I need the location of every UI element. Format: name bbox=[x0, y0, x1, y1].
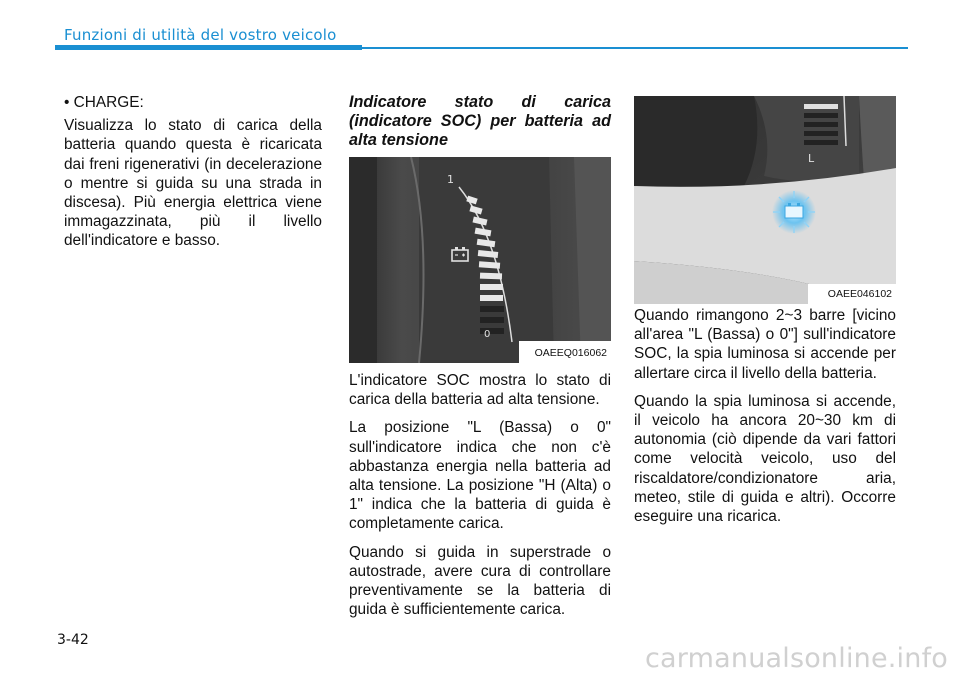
gauge-top-label: 1 bbox=[447, 173, 454, 186]
soc-paragraph-2: La posizione "L (Bassa) o 0" sull'indicatore indica che non c'è abbastanza energia nella batteria ad alta tensione. La posizione "H (Alta) o 1" indica che la batteria di guida è completamente carica. bbox=[349, 419, 611, 533]
column-2-body bbox=[349, 371, 611, 628]
page-number: 3-42 bbox=[57, 632, 89, 648]
soc-paragraph-1: L'indicatore SOC mostra lo stato di carica della batteria ad alta tensione. bbox=[349, 372, 611, 409]
figure-code-1: OAEEQ016062 bbox=[534, 347, 607, 359]
column-3-body bbox=[634, 306, 896, 535]
soc-gauge-figure bbox=[349, 157, 611, 363]
column-1 bbox=[64, 93, 322, 260]
column-2 bbox=[349, 93, 611, 159]
gauge-bottom-label: 0 bbox=[484, 329, 491, 340]
figure-code-2: OAEE046102 bbox=[827, 288, 892, 300]
header-rule-thick bbox=[55, 45, 362, 50]
warning-paragraph-2: Quando la spia luminosa si accende, il veicolo ha ancora 20~30 km di autonomia (ciò dipende da vari fattori come velocità veicolo, uso del riscaldatore/condizionatore aria, meteo, stile di guida e altri). Occorre eseguire una ricarica. bbox=[634, 392, 896, 526]
section-title: Funzioni di utilità del vostro veicolo bbox=[64, 26, 337, 44]
warning-paragraph-1: Quando rimangono 2~3 barre [vicino all'area "L (Bassa) o 0"] sull'indicatore SOC, la spia luminosa si accende per allertare circa il livello della batteria. bbox=[634, 307, 896, 382]
charge-bullet: • CHARGE: bbox=[64, 94, 144, 111]
watermark: carmanualsonline.info bbox=[645, 643, 948, 674]
soc-heading: Indicatore stato di carica (indicatore SOC) per batteria ad alta tensione bbox=[349, 93, 611, 149]
warning-light-illustration bbox=[634, 96, 896, 304]
soc-gauge-illustration bbox=[349, 157, 611, 363]
gauge-l-label: L bbox=[808, 152, 815, 165]
warning-light-figure bbox=[634, 96, 896, 304]
header-rule-thin bbox=[362, 47, 908, 49]
low-battery-warning-icon bbox=[772, 190, 816, 234]
charge-paragraph: Visualizza lo stato di carica della batteria quando questa è ricaricata dai freni rigenerativi (in decelerazione o mentre si guida su una strada in discesa). Più energia elettrica viene immagazzinata, più il livello dell'indicatore e basso. bbox=[64, 117, 322, 250]
soc-paragraph-3: Quando si guida in superstrade o autostrade, avere cura di controllare preventivamente se la batteria di guida è sufficientemente carica. bbox=[349, 543, 611, 619]
